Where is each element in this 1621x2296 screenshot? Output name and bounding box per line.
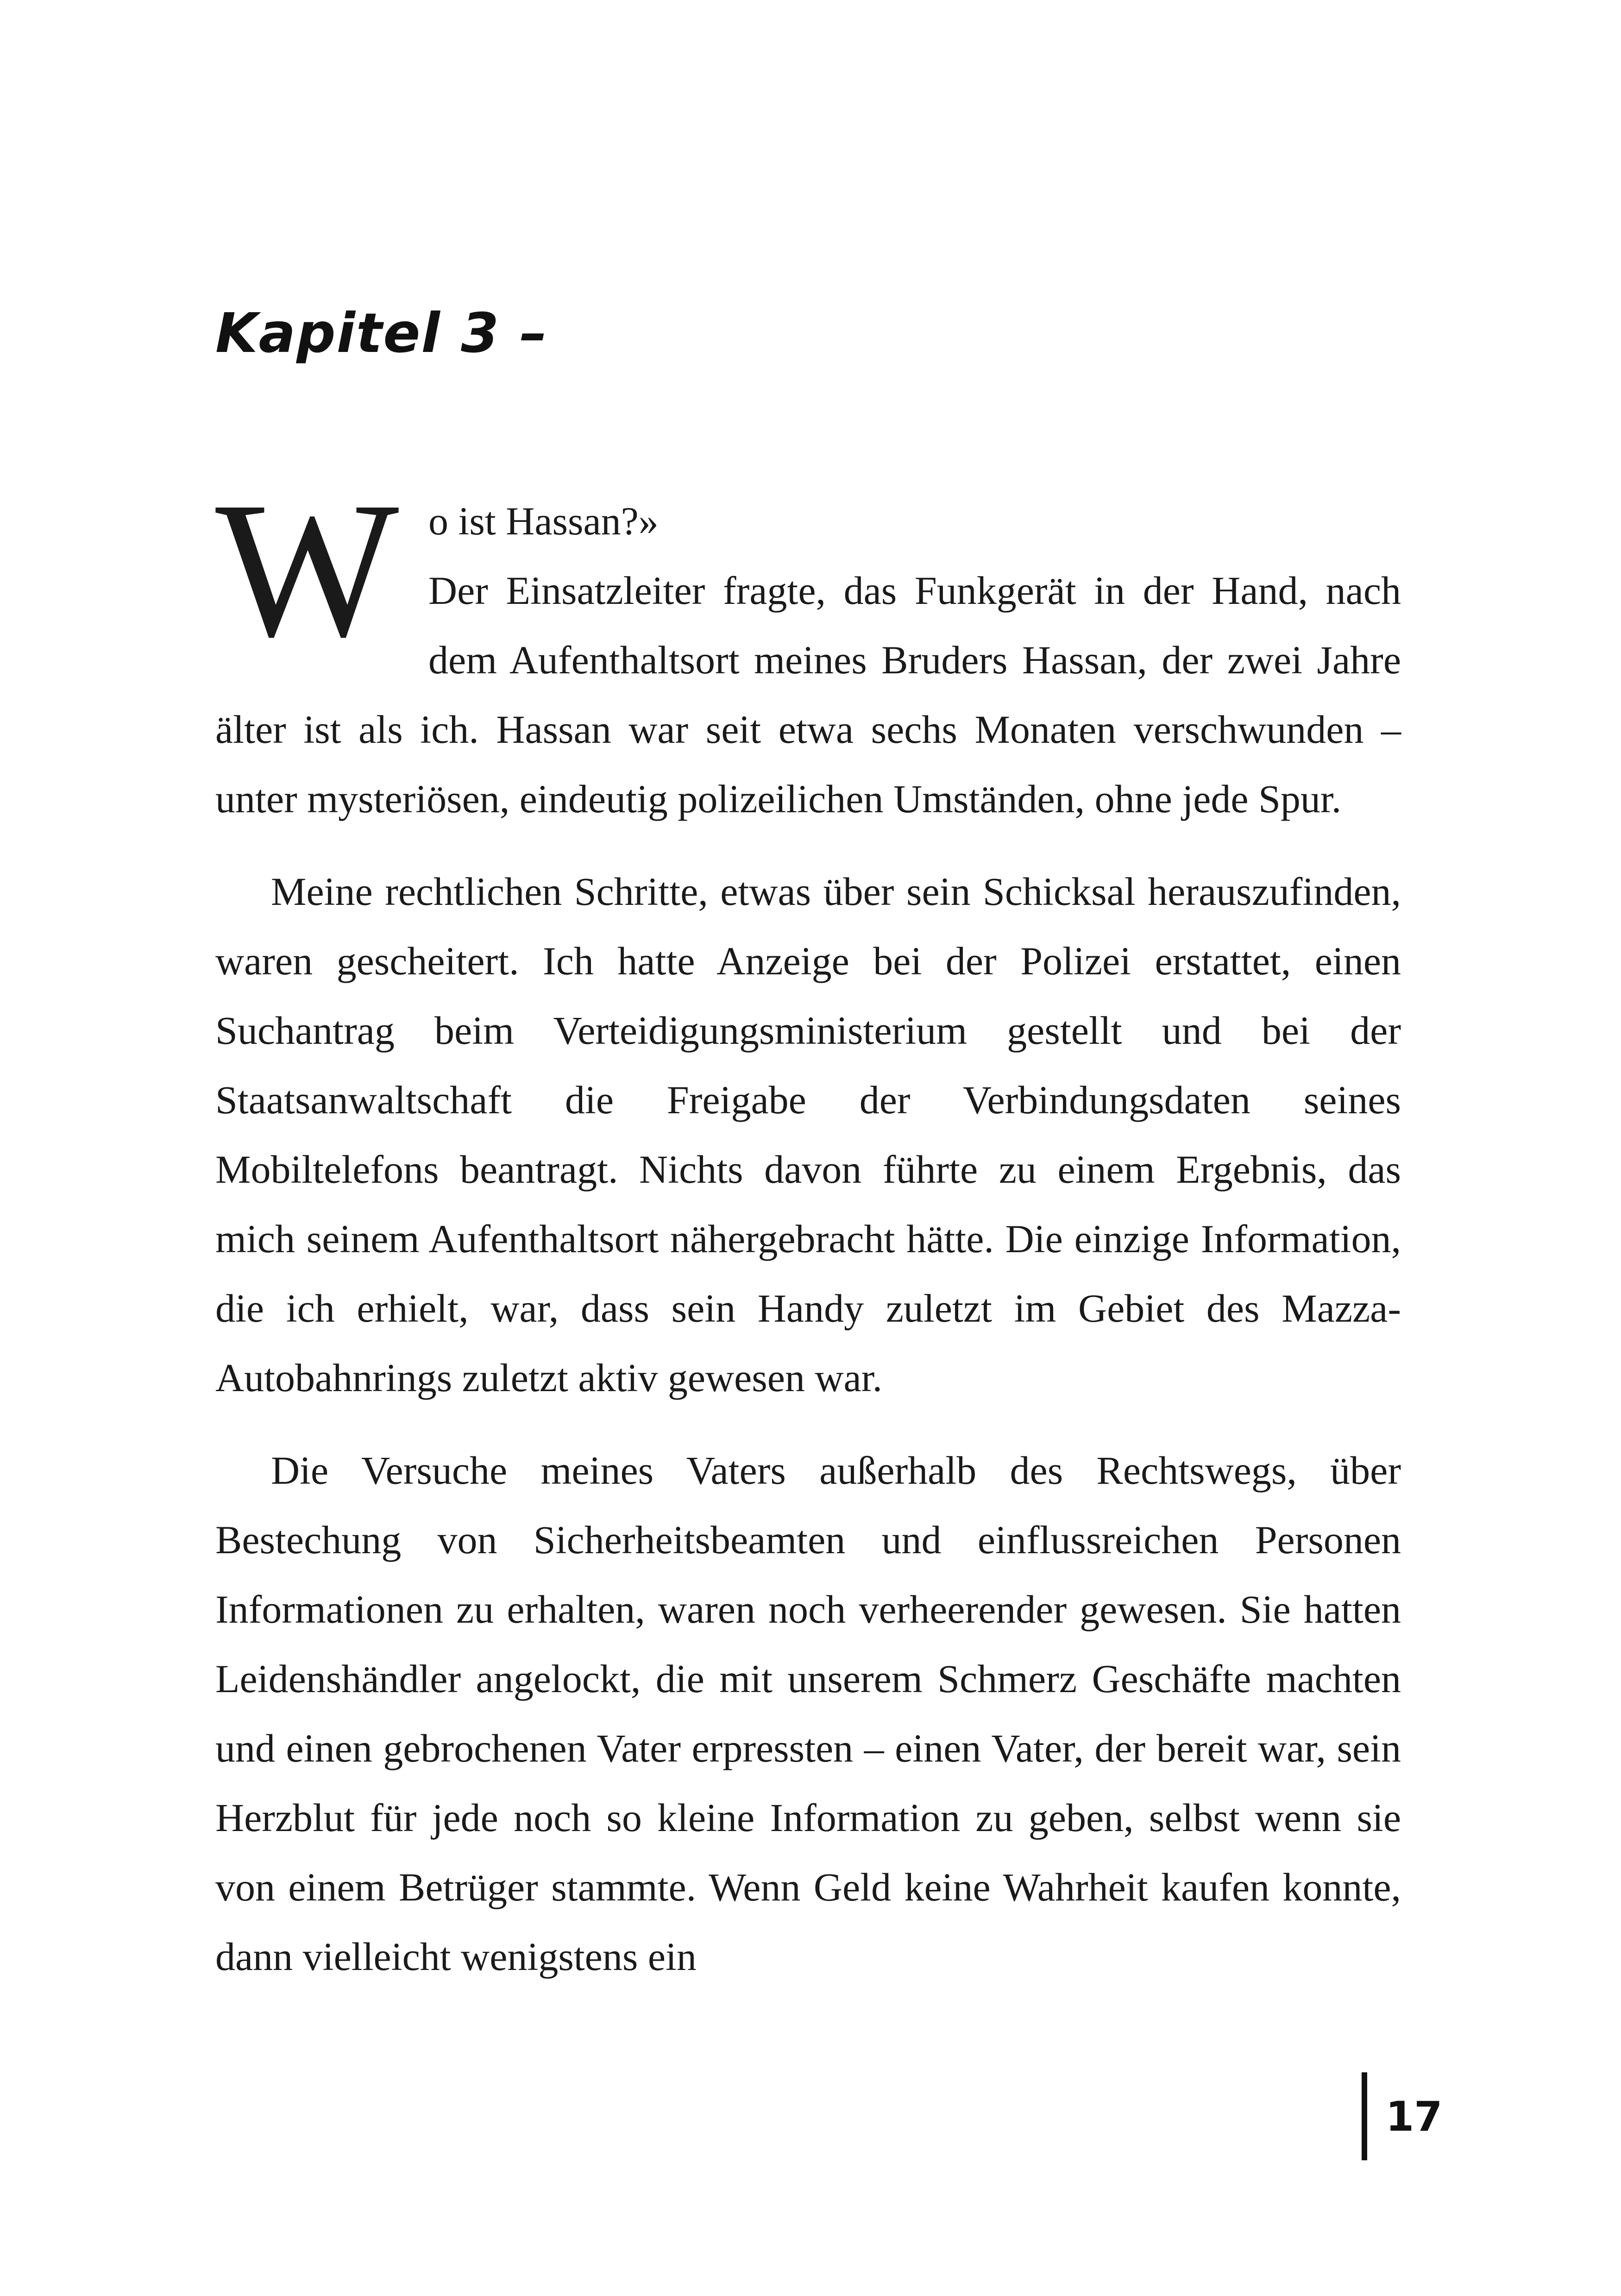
paragraph-1: Der Einsatzleiter fragte, das Funkgerät in der Hand, nach dem Aufenthaltsort meines Bruders Hassan, der zwei Jahre älter ist als ich. Hassan war seit etwa sechs Monaten verschwunden – unter mysteriösen, eindeutig polizeilichen Umständen, ohne jede Spur. [215,568,1401,821]
page-number: 17 [1386,2092,1443,2140]
page-number-rule [1362,2072,1367,2160]
chapter-title: Kapitel 3 – [215,301,548,365]
paragraph-3: Die Versuche meines Vaters außerhalb des Rechtswegs, über Bestechung von Sicherheitsbeamten und einflussreichen Personen Informationen zu erhalten, waren noch verheerender gewesen. Sie hatten Leidenshändler angelockt, die mit unserem Schmerz Geschäfte machten und einen gebrochenen Vater erpressten – einen Vater, der bereit war, sein Herzblut für jede noch so kleine Information zu geben, selbst wenn sie von einem Betrüger stammte. Wenn Geld keine Wahrheit kaufen konnte, dann vielleicht wenigstens ein [215,1448,1401,1979]
opening-quote: o ist Hassan?» [428,499,659,543]
page-footer [1362,2072,1442,2160]
body-text [215,462,1401,1991]
paragraph-2: Meine rechtlichen Schritte, etwas über sein Schicksal herauszufinden, waren gescheitert. Ich hatte Anzeige bei der Polizei erstattet, einen Suchantrag beim Verteidigungsministerium gestellt und bei der Staatsanwaltschaft die Freigabe der Verbindungsdaten seines Mobiltelefons beantragt. Nichts davon führte zu einem Ergebnis, das mich seinem Aufenthaltsort nähergebracht hätte. Die einzige Information, die ich erhielt, war, dass sein Handy zuletzt im Gebiet des Mazza-Autobahnrings zuletzt aktiv gewesen war. [215,869,1401,1400]
drop-cap: W [215,462,395,677]
opening-paragraph [215,462,1401,834]
